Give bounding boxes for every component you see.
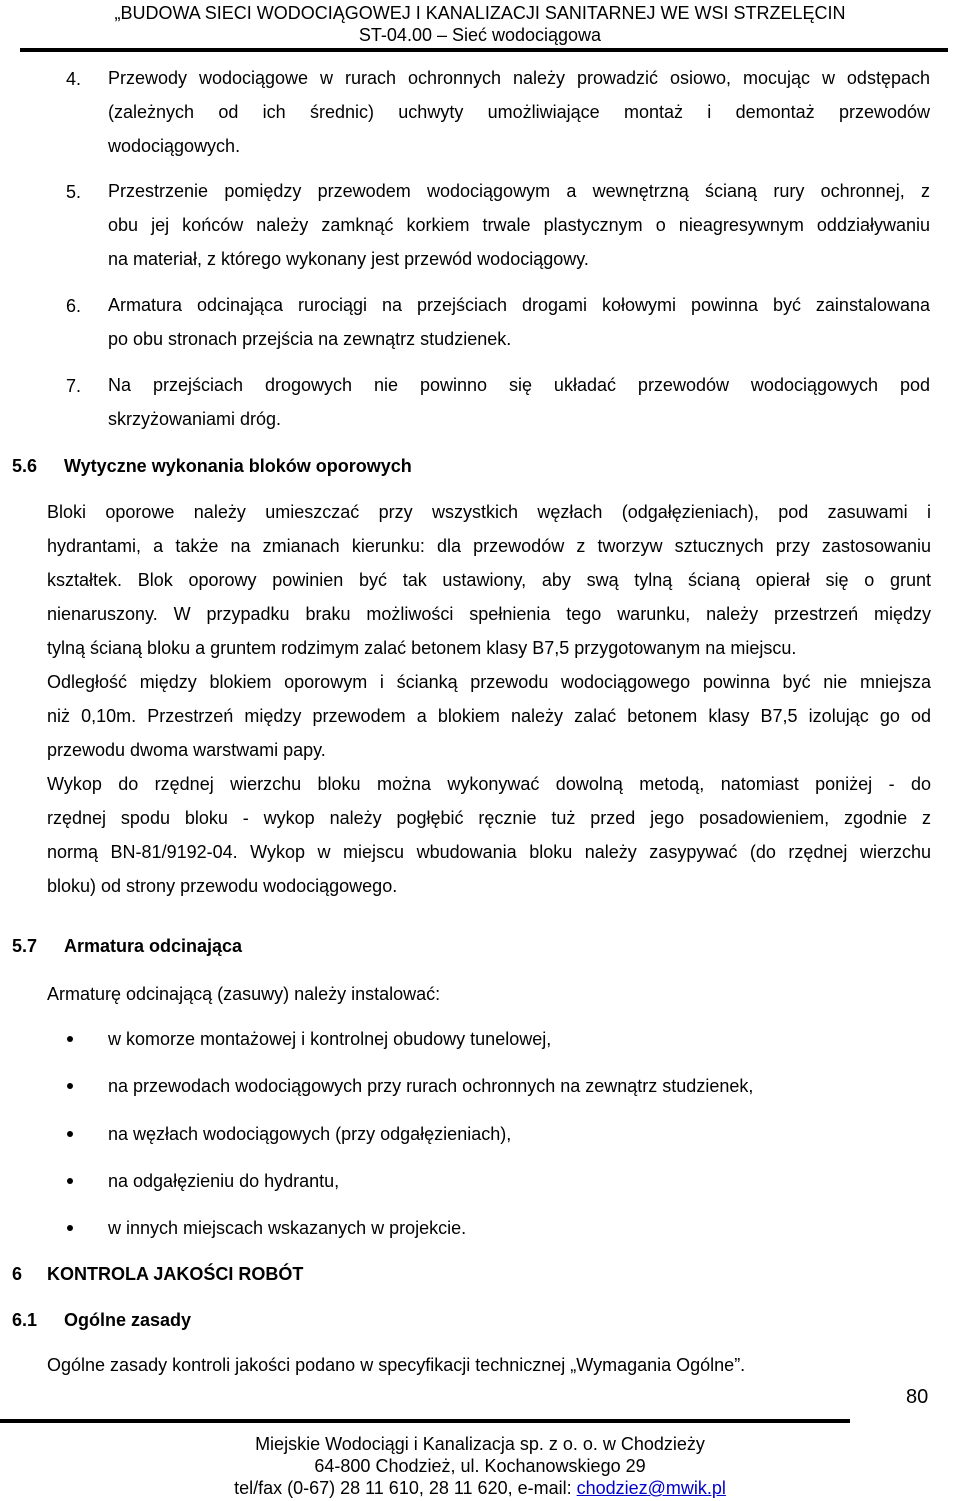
list-item-text: Przewody wodociągowe w rurach ochronnych należy prowadzić osiowo, mocując w odstępach (zależnych od ich średnic) uchwyty umożliwiające montaż i demontaż przewodów wodociągowych. xyxy=(108,68,930,156)
list-item: na węzłach wodociągowych (przy odgałęzieniach), xyxy=(108,1124,512,1144)
list-item-text: Przestrzenie pomiędzy przewodem wodociągowym a wewnętrzną ścianą rury ochronnej, z obu jej końców należy zamknąć korkiem trwale plastycznym o nieagresywnym oddziaływaniu na materiał, z którego wykonany jest przewód wodociągowy. xyxy=(108,181,930,269)
section-title: Armatura odcinająca xyxy=(64,936,243,956)
list-item: na przewodach wodociągowych przy rurach ochronnych na zewnątrz studzienek, xyxy=(108,1076,754,1096)
bullet-icon xyxy=(67,1083,73,1089)
footer-contact xyxy=(0,1477,960,1499)
section-paragraph: Wykop do rzędnej wierzchu bloku można wykonywać dowolną metodą, natomiast poniżej - do rzędnej spodu bloku - wykop należy pogłębić ręcznie tuż przed jego posadowieniem, zgodnie z normą BN-81/9192-04. Wykop w miejscu wbudowania bloku należy zasypywać (do rzędnej wierzchu bloku) od strony przewodu wodociągowego. xyxy=(47,774,931,896)
bullet-icon xyxy=(67,1131,73,1137)
footer-company: Miejskie Wodociągi i Kanalizacja sp. z o. o. w Chodzieży xyxy=(255,1434,705,1454)
chapter-title: KONTROLA JAKOŚCI ROBÓT xyxy=(47,1264,304,1284)
bullet-icon xyxy=(67,1178,73,1184)
section-number: 6.1 xyxy=(12,1310,38,1330)
bullet-icon xyxy=(67,1036,73,1042)
list-item-text: Na przejściach drogowych nie powinno się układać przewodów wodociągowych pod skrzyżowaniami dróg. xyxy=(108,375,930,429)
section-title: Wytyczne wykonania bloków oporowych xyxy=(64,456,412,476)
header-divider xyxy=(20,48,948,52)
section-number: 5.6 xyxy=(12,456,38,476)
footer-address: 64-800 Chodzież, ul. Kochanowskiego 29 xyxy=(314,1456,646,1476)
list-item-number: 7. xyxy=(66,376,82,396)
email-link[interactable]: chodziez@mwik.pl xyxy=(576,1478,726,1498)
footer-divider xyxy=(0,1419,850,1423)
section-paragraph: Bloki oporowe należy umieszczać przy wszystkich węzłach (odgałęzieniach), pod zasuwami i hydrantami, a także na zmianach kierunku: dla przewodów z tworzyw sztucznych przy zastosowaniu kształtek. Blok oporowy powinien być tak ustawiony, aby swą tylną ścianą opierał się o grunt nienaruszony. W przypadku braku możliwości spełnienia tego warunku, należy przestrzeń między tylną ścianą bloku a gruntem rodzimym zalać betonem klasy B7,5 przygotowanym na miejscu. Odległość między blokiem oporowym i ścianką przewodu wodociągowego powinna być nie mniejsza niż 0,10m. Przestrzeń między przewodem a blokiem należy zalać betonem klasy B7,5 izolując go od przewodu dwoma warstwami papy. xyxy=(47,502,931,760)
list-item: w komorze montażowej i kontrolnej obudowy tunelowej, xyxy=(108,1029,552,1049)
list-item-number: 4. xyxy=(66,69,82,89)
list-item-text: Armatura odcinająca rurociągi na przejściach drogami kołowymi powinna być zainstalowana po obu stronach przejścia na zewnątrz studzienek. xyxy=(108,295,930,349)
header-title: „BUDOWA SIECI WODOCIĄGOWEJ I KANALIZACJI SANITARNEJ WE WSI STRZELĘCIN xyxy=(114,3,846,23)
chapter-number: 6 xyxy=(12,1264,23,1284)
bullet-icon xyxy=(67,1225,73,1231)
list-item-number: 5. xyxy=(66,182,82,202)
list-item-number: 6. xyxy=(66,296,82,316)
section-intro: Armaturę odcinającą (zasuwy) należy instalować: xyxy=(47,984,441,1004)
list-item: na odgałęzieniu do hydrantu, xyxy=(108,1171,340,1191)
list-item: w innych miejscach wskazanych w projekcie. xyxy=(108,1218,467,1238)
section-text: Ogólne zasady kontroli jakości podano w specyfikacji technicznej „Wymagania Ogólne”. xyxy=(47,1355,746,1375)
section-title: Ogólne zasady xyxy=(64,1310,192,1330)
header-subtitle: ST-04.00 – Sieć wodociągowa xyxy=(358,25,602,45)
section-number: 5.7 xyxy=(12,936,38,956)
footer-phone: tel/fax (0-67) 28 11 610, 28 11 620, e-mail: xyxy=(234,1478,577,1498)
page-number: 80 xyxy=(906,1386,929,1408)
